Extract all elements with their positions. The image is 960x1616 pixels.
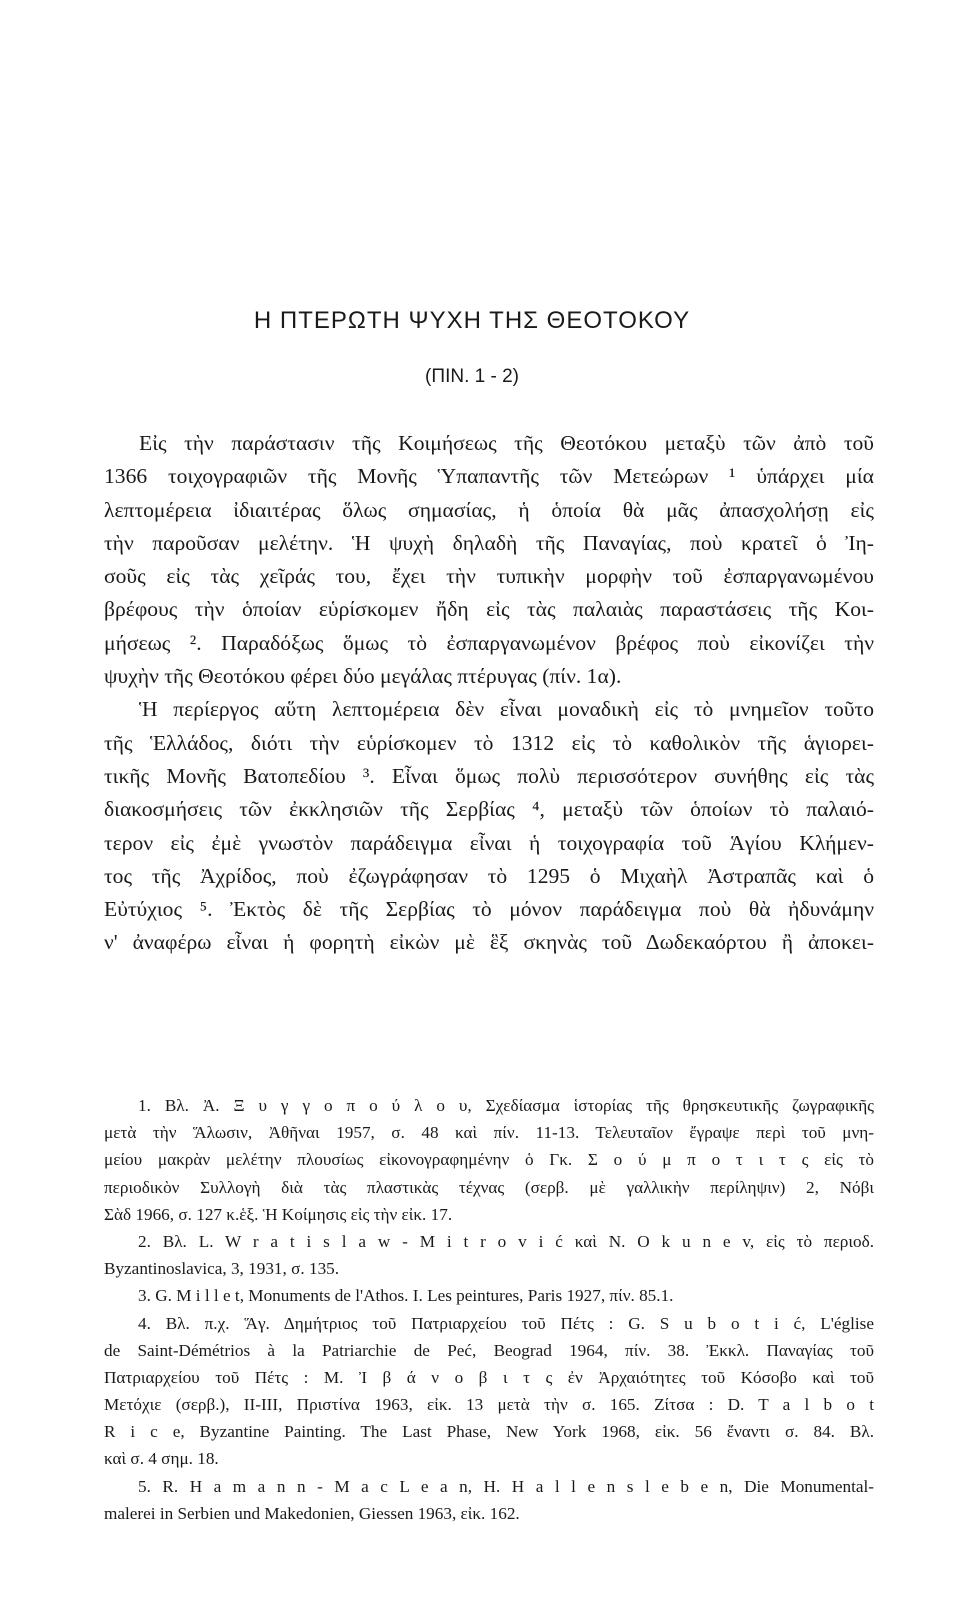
body-line: μήσεως ². Παραδόξως ὅμως τὸ ἐσπαργανωμένον βρέφος ποὺ εἰκονίζει τὴν bbox=[104, 630, 874, 655]
body-line: 1366 τοιχογραφιῶν τῆς Μονῆς Ὑπαπαντῆς τῶν Μετεώρων ¹ ὑπάρχει μία bbox=[104, 464, 874, 489]
footnote-line: Μετόχιε (σερβ.), ΙΙ-ΙΙΙ, Πριστίνα 1963, εἰκ. 13 μετὰ τὴν σ. 165. Ζίτσα : D. T a l b o t bbox=[104, 1395, 874, 1415]
footnote-line: 3. G. M i l l e t, Monuments de l'Athos. I. Les peintures, Paris 1927, πίν. 85.1. bbox=[138, 1286, 674, 1306]
body-line: ν' ἀναφέρω εἶναι ἡ φορητὴ εἰκὼν μὲ ἓξ σκηνὰς τοῦ Δωδεκαόρτου ἢ ἀποκει- bbox=[104, 930, 874, 955]
body-line: τῆς Ἑλλάδος, διότι τὴν εὑρίσκομεν τὸ 1312 εἰς τὸ καθολικὸν τῆς ἁγιορει- bbox=[104, 730, 874, 755]
body-line: τικῆς Μονῆς Βατοπεδίου ³. Εἶναι ὅμως πολὺ περισσότερον συνήθης εἰς τὰς bbox=[104, 763, 874, 788]
footnote-line: malerei in Serbien und Makedonien, Giessen 1963, εἰκ. 162. bbox=[104, 1503, 520, 1523]
body-line: σοῦς εἰς τὰς χεῖράς του, ἔχει τὴν τυπικὴν μορφὴν τοῦ ἐσπαργανωμένου bbox=[104, 564, 874, 589]
footnote-line: περιοδικὸν Συλλογὴ διὰ τὰς πλαστικὰς τέχνας (σερβ. μὲ γαλλικὴν περίληψιν) 2, Νόβι bbox=[104, 1177, 874, 1197]
body-line: διακοσμήσεις τῶν ἐκκλησιῶν τῆς Σερβίας ⁴, μεταξὺ τῶν ὁποίων τὸ παλαιό- bbox=[104, 797, 874, 822]
body-line: Εἰς τὴν παράστασιν τῆς Κοιμήσεως τῆς Θεοτόκου μεταξὺ τῶν ἀπὸ τοῦ bbox=[139, 431, 874, 455]
body-line: Ἡ περίεργος αὕτη λεπτομέρεια δὲν εἶναι μοναδικὴ εἰς τὸ μνημεῖον τοῦτο bbox=[139, 697, 874, 722]
footnote-line: μείου μακρὰν μελέτην πλουσίως εἰκονογραφημένην ὁ Γκ. Σ ο ύ μ π ο τ ι τ ς εἰς τὸ bbox=[104, 1150, 874, 1170]
footnote-line: 5. R. H a m a n n - M a c L e a n, H. H a l l e n s l e b e n, Die Monumental- bbox=[138, 1476, 874, 1496]
body-line: ψυχὴν τῆς Θεοτόκου φέρει δύο μεγάλας πτέρυγας (πίν. 1α). bbox=[104, 664, 622, 689]
footnote-line: Byzantinoslavica, 3, 1931, σ. 135. bbox=[104, 1259, 340, 1279]
footnote-line: de Saint-Démétrios à la Patriarchie de Peć, Beograd 1964, πίν. 38. Ἐκκλ. Παναγίας τοῦ bbox=[104, 1340, 874, 1360]
footnotes bbox=[104, 1092, 874, 1527]
body-line: βρέφους τὴν ὁποίαν εὑρίσκομεν ἤδη εἰς τὰς παλαιὰς παραστάσεις τῆς Κοι- bbox=[104, 597, 874, 622]
footnote-line: μετὰ τὴν Ἅλωσιν, Ἀθῆναι 1957, σ. 48 καὶ πίν. 11-13. Τελευταῖον ἔγραψε περὶ τοῦ μνη- bbox=[104, 1123, 874, 1143]
body-line: τος τῆς Ἀχρίδος, ποὺ ἐζωγράφησαν τὸ 1295 ὁ Μιχαὴλ Ἀστραπᾶς καὶ ὁ bbox=[104, 863, 874, 888]
footnote-line: 1. Βλ. Ἀ. Ξ υ γ γ ο π ο ύ λ ο υ, Σχεδίασμα ἱστορίας τῆς θρησκευτικῆς ζωγραφικῆς bbox=[138, 1096, 874, 1115]
page-title: Η ΠΤΕΡΩΤΗ ΨΥΧΗ ΤΗΣ ΘΕΟΤΟΚΟΥ bbox=[253, 307, 691, 334]
body-line: τὴν παροῦσαν μελέτην. Ἡ ψυχὴ δηλαδὴ τῆς Παναγίας, ποὺ κρατεῖ ὁ Ἰη- bbox=[104, 530, 874, 555]
footnote-line: Σὰδ 1966, σ. 127 κ.ἑξ. Ἡ Κοίμησις εἰς τὴν εἰκ. 17. bbox=[104, 1204, 453, 1224]
footnote-line: R i c e, Byzantine Painting. The Last Phase, New York 1968, εἰκ. 56 ἔναντι σ. 84. Βλ. bbox=[104, 1422, 874, 1442]
body-line: λεπτομέρεια ἰδιαιτέρας ὅλως σημασίας, ἡ ὁποία θὰ μᾶς ἀπασχολήσῃ εἰς bbox=[104, 497, 874, 522]
footnote-line: Πατριαρχείου τοῦ Πέτς : Μ. Ἰ β ά ν ο β ι τ ς ἐν Ἀρχαιότητες τοῦ Κόσοβο καὶ τοῦ bbox=[104, 1367, 874, 1387]
body-text bbox=[104, 427, 874, 960]
footnote-line: καὶ σ. 4 σημ. 18. bbox=[104, 1449, 219, 1469]
plate-reference: (ΠΙΝ. 1 - 2) bbox=[425, 366, 519, 387]
body-line: τερον εἰς ἐμὲ γνωστὸν παράδειγμα εἶναι ἡ τοιχογραφία τοῦ Ἁγίου Κλήμεν- bbox=[104, 830, 874, 855]
footnote-line: 2. Βλ. L. W r a t i s l a w - M i t r o v i ć καὶ N. O k u n e v, εἰς τὸ περιοδ. bbox=[138, 1231, 874, 1251]
footnote-line: 4. Βλ. π.χ. Ἅγ. Δημήτριος τοῦ Πατριαρχείου τοῦ Πέτς : G. S u b o t i ć, L'église bbox=[138, 1313, 874, 1333]
body-line: Εὐτύχιος ⁵. Ἐκτὸς δὲ τῆς Σερβίας τὸ μόνον παράδειγμα ποὺ θὰ ἠδυνάμην bbox=[104, 897, 874, 922]
